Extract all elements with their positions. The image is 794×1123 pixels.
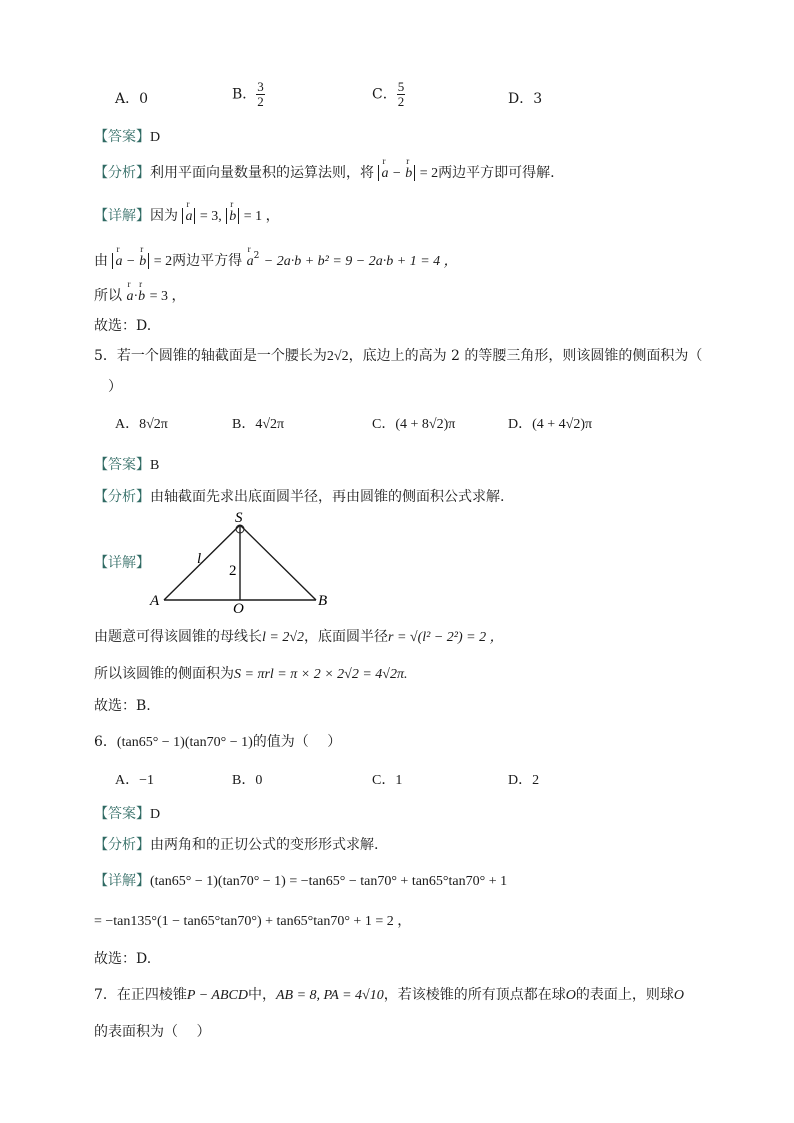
- q5-detail-line2: 所以该圆锥的侧面积为S = πrl = π × 2 × 2√2 = 4√2π.: [94, 666, 408, 682]
- q5-choose: 故选：B.: [94, 698, 151, 714]
- q5-detail-tag: 【详解】: [94, 555, 150, 571]
- q6-detail: 【详解】(tan65° − 1)(tan70° − 1) = −tan65° − tan70° + tan65°tan70° + 1: [94, 873, 508, 889]
- q4-choose: 故选：D.: [94, 318, 152, 334]
- q6-answer: 【答案】D: [94, 806, 161, 822]
- q6-analysis: 【分析】由两角和的正切公式的变形形式求解.: [94, 837, 379, 853]
- q5-stem-close: ）: [108, 379, 122, 395]
- q6-stem: 6．(tan65° − 1)(tan70° − 1)的值为（ ）: [94, 734, 342, 750]
- q5-option-c: C．(4 + 8√2)π: [372, 417, 456, 432]
- side-sb: [240, 525, 316, 600]
- label-l: l: [197, 551, 202, 567]
- q5-stem: 5．若一个圆锥的轴截面是一个腰长为2√2，底边上的高为 2 的等腰三角形，则该圆锥的侧面积为（: [94, 348, 703, 364]
- q6-detail-line2: = −tan135°(1 − tan65°tan70°) + tan65°tan70° + 1 = 2 ，: [94, 914, 412, 929]
- q4-option-b: B． $\frac{3}{2}$: [232, 79, 264, 109]
- q4-detail: 【详解】因为 r a = 3, r b = 1 ，: [94, 209, 280, 224]
- label-height: 2: [229, 563, 237, 579]
- q5-answer: 【答案】B: [94, 457, 160, 473]
- label-b: B: [318, 593, 328, 609]
- label-s: S: [235, 510, 243, 526]
- q4-analysis: 【分析】利用平面向量数量积的运算法则，将 r a − r b = 2两边平方即可得解.: [94, 166, 555, 181]
- q6-option-a: A．−1: [115, 773, 155, 788]
- label-o: O: [233, 601, 244, 617]
- q7-stem-line2: 的表面积为（ ）: [94, 1024, 211, 1040]
- q5-option-d: D．(4 + 4√2)π: [508, 417, 593, 432]
- cone-section-diagram: [140, 505, 340, 617]
- q6-option-b: B．0: [232, 773, 263, 788]
- q4-answer: 【答案】D: [94, 129, 161, 145]
- q4-detail-line2: 由 r a − r b = 2两边平方得 r $a^2 - 2a\cdot b + b^2 = 9 - 2a\cdot b + 1 = 4$ ，: [94, 252, 458, 269]
- q5-option-a: A．8√2π: [115, 417, 168, 432]
- label-a: A: [150, 593, 160, 609]
- q5-option-b: B．4√2π: [232, 417, 285, 432]
- q4-detail-line3: 所以 r a·r b = 3 ，: [94, 289, 185, 304]
- q7-stem: 7．在正四棱锥P − ABCD中，AB = 8, PA = 4√10，若该棱锥的所有顶点都在球O的表面上，则球O: [94, 987, 684, 1003]
- q6-option-d: D．2: [508, 773, 540, 788]
- q5-analysis: 【分析】由轴截面先求出底面圆半径，再由圆锥的侧面积公式求解.: [94, 489, 505, 505]
- q4-option-d: D．3: [508, 91, 543, 107]
- q4-option-c: C． $\frac{5}{2}$: [372, 79, 405, 109]
- q6-option-c: C．1: [372, 773, 403, 788]
- q4-option-a: A．0: [115, 91, 149, 107]
- q5-detail-line1: 由题意可得该圆锥的母线长l = 2√2，底面圆半径r = √(l² − 2²) = 2 ，: [94, 629, 504, 645]
- q6-choose: 故选：D.: [94, 951, 152, 967]
